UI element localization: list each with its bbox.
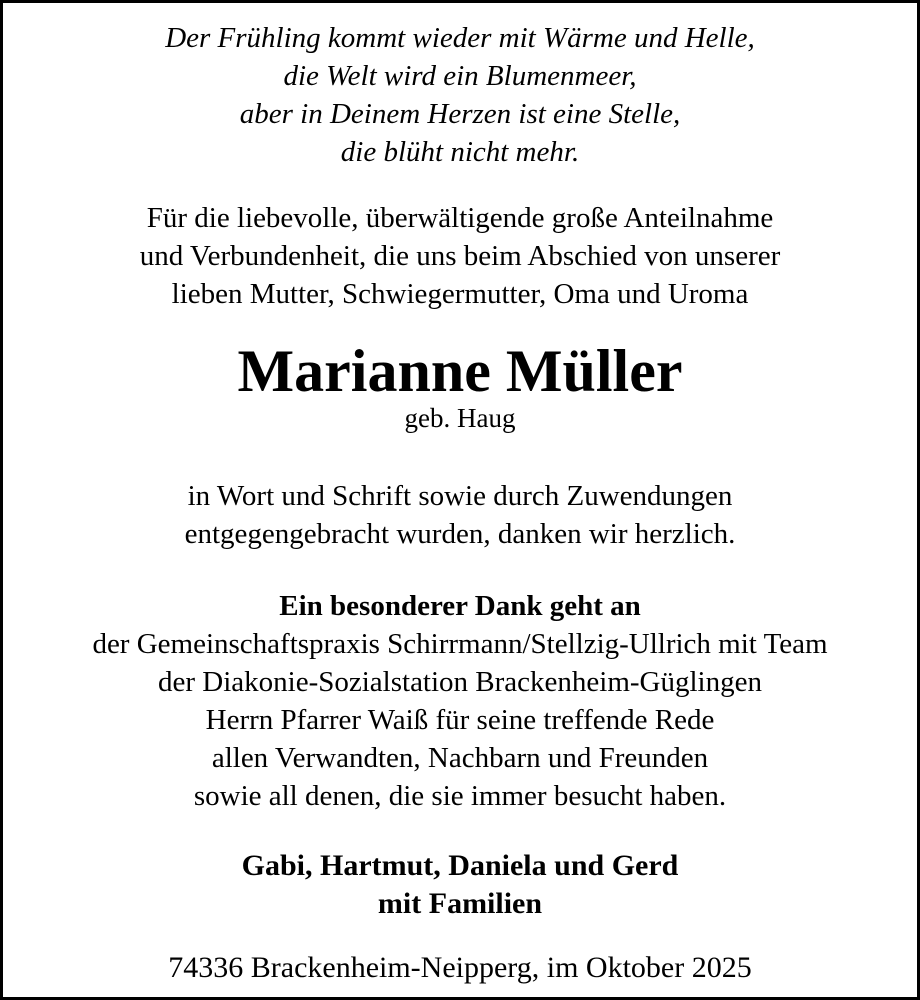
special-thanks-line: allen Verwandten, Nachbarn und Freunden	[211, 742, 709, 774]
gratitude-continuation	[3, 477, 917, 553]
special-thanks-heading: Ein besonderer Dank geht an	[279, 590, 641, 622]
family-line: Gabi, Hartmut, Daniela und Gerd	[241, 849, 679, 882]
continuation-line: entgegengebracht wurden, danken wir herzlich.	[184, 518, 736, 550]
memorial-poem	[3, 19, 917, 171]
poem-line: die Welt wird ein Blumenmeer,	[283, 60, 637, 92]
intro-line: und Verbundenheit, die uns beim Abschied von unserer	[139, 240, 781, 272]
special-thanks-line: Herrn Pfarrer Waiß für seine treffende Rede	[205, 704, 715, 736]
continuation-line: in Wort und Schrift sowie durch Zuwendungen	[187, 480, 733, 512]
intro-line: Für die liebevolle, überwältigende große Anteilnahme	[146, 202, 774, 234]
deceased-name: Marianne Müller	[237, 338, 683, 404]
intro-line: lieben Mutter, Schwiegermutter, Oma und Uroma	[171, 278, 749, 310]
place-and-date: 74336 Brackenheim-Neipperg, im Oktober 2025	[168, 951, 752, 984]
special-thanks-line: der Gemeinschaftspraxis Schirrmann/Stellzig-Ullrich mit Team	[92, 628, 828, 660]
special-thanks-section	[3, 587, 917, 815]
poem-line: aber in Deinem Herzen ist eine Stelle,	[239, 98, 681, 130]
mourning-family	[3, 847, 917, 923]
maiden-name: geb. Haug	[404, 403, 516, 433]
family-line: mit Familien	[377, 887, 543, 920]
poem-line: Der Frühling kommt wieder mit Wärme und Helle,	[165, 22, 755, 54]
special-thanks-line: der Diakonie-Sozialstation Brackenheim-Güglingen	[158, 666, 762, 698]
obituary-content	[3, 3, 917, 997]
special-thanks-line: sowie all denen, die sie immer besucht haben.	[193, 780, 727, 812]
gratitude-intro	[3, 199, 917, 313]
poem-line: die blüht nicht mehr.	[340, 136, 580, 168]
